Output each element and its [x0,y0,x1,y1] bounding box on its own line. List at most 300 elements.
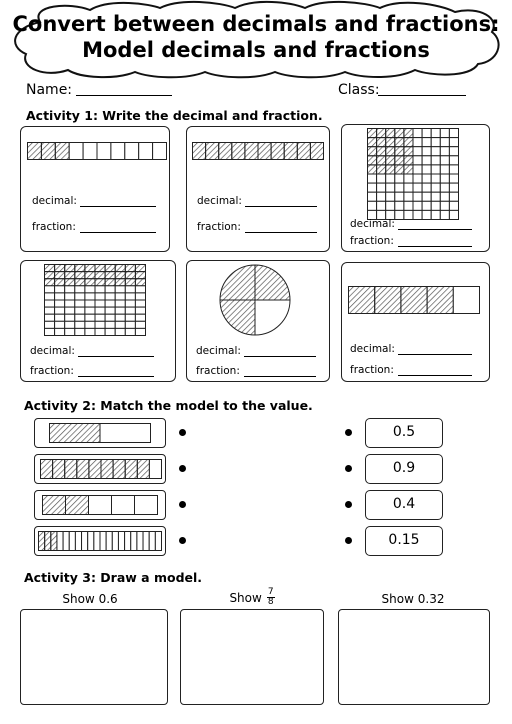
bar-part-shaded [427,287,453,314]
grid-cell-shaded [395,138,404,147]
grid-cell-shaded [395,156,404,165]
grid-cell [368,192,377,201]
a2-left-dot-4[interactable] [179,537,186,544]
grid-cell [404,183,413,192]
grid-cell [105,328,115,335]
a2-right-dot-4[interactable] [345,537,352,544]
grid-cell [386,192,395,201]
grid-cell [75,328,85,335]
grid-cell [413,147,422,156]
grid-cell [395,201,404,210]
a1-card1-fraction-label: fraction: [32,221,76,233]
grid-cell [431,201,440,210]
grid-cell [55,321,65,328]
a1-card2-fraction-label: fraction: [197,221,241,233]
grid-cell [404,210,413,219]
bar-part-shaded [28,143,42,160]
grid-cell [135,286,145,293]
a3-draw-box-2[interactable] [180,609,324,705]
grid-cell [377,174,386,183]
grid-cell [395,174,404,183]
a3-task-2-numerator: 7 [267,587,274,597]
a1-card6-fraction-line[interactable] [398,375,472,376]
grid-cell [431,138,440,147]
grid-cell [368,174,377,183]
bar-part [137,532,143,551]
grid-cell [75,300,85,307]
grid-cell [422,201,431,210]
bar-part-shaded [232,143,245,160]
grid-cell [65,300,75,307]
grid-cell [95,321,105,328]
grid-cell-shaded [65,272,75,279]
bar-part [83,143,97,160]
grid-cell [105,314,115,321]
grid-cell [413,210,422,219]
bar-part [75,532,81,551]
bar-part [89,496,112,515]
grid-cell-shaded [105,279,115,286]
grid-cell [449,165,458,174]
bar-part-shaded [50,424,101,443]
grid-cell [377,201,386,210]
grid-cell [115,307,125,314]
grid-cell [75,321,85,328]
grid-cell-shaded [75,265,85,272]
grid-cell [449,183,458,192]
a1-card6-fraction-label: fraction: [350,364,394,376]
bar-part-shaded [310,143,323,160]
circle-sector-shaded [220,300,255,335]
grid-cell [115,286,125,293]
grid-cell [386,201,395,210]
a2-value-box-4[interactable]: 0.15 [365,526,443,556]
grid-cell [55,307,65,314]
bar-part-shaded [113,460,125,479]
a2-right-dot-2[interactable] [345,465,352,472]
grid-cell-shaded [75,272,85,279]
grid-cell [440,156,449,165]
grid-cell [368,183,377,192]
grid-cell-shaded [85,272,95,279]
a2-model-bar-2 [40,459,162,479]
grid-cell [422,129,431,138]
grid-cell [65,314,75,321]
grid-cell [431,129,440,138]
bar-part-shaded [258,143,271,160]
grid-cell [440,201,449,210]
grid-cell-shaded [65,265,75,272]
bar-part [94,532,100,551]
grid-cell [386,183,395,192]
grid-cell [75,286,85,293]
grid-cell [135,300,145,307]
a1-card5-fraction-line[interactable] [244,376,316,377]
grid-cell [105,307,115,314]
grid-cell [413,165,422,174]
grid-cell [440,192,449,201]
a3-task-3-label [338,592,488,606]
circle-sector [255,300,290,335]
grid-cell [440,183,449,192]
grid-cell [413,138,422,147]
grid-cell [440,174,449,183]
grid-cell [413,201,422,210]
circle-sector-shaded [255,265,290,300]
grid-cell [449,147,458,156]
grid-cell [85,328,95,335]
bar-part-shaded [66,496,89,515]
bar-part-shaded [101,460,113,479]
grid-cell-shaded [55,279,65,286]
grid-cell [449,210,458,219]
grid-cell [95,328,105,335]
bar-part [112,532,118,551]
grid-cell [395,192,404,201]
class-label: Class: [338,82,380,98]
bar-part [135,496,158,515]
a3-draw-box-3[interactable] [338,609,490,705]
grid-cell-shaded [85,279,95,286]
a2-right-dot-3[interactable] [345,501,352,508]
grid-cell-shaded [404,129,413,138]
grid-cell [95,293,105,300]
grid-cell [431,165,440,174]
bar-part-shaded [39,532,45,551]
bar-part-shaded [349,287,375,314]
grid-cell [125,293,135,300]
circle-sector-shaded [220,265,255,300]
grid-cell [85,321,95,328]
bar-part [143,532,149,551]
grid-cell [431,192,440,201]
a1-card4-decimal-line[interactable] [78,356,154,357]
grid-cell [413,192,422,201]
a1-model-bar-2 [192,142,324,160]
grid-cell [95,307,105,314]
a1-model-grid-1 [367,128,459,220]
grid-cell-shaded [377,138,386,147]
grid-cell-shaded [377,165,386,174]
grid-cell [440,129,449,138]
a1-card4-decimal-label: decimal: [30,345,75,357]
a3-task-2-label [180,588,324,607]
bar-part [88,532,94,551]
a3-task-1-show: Show [62,592,95,606]
grid-cell-shaded [55,272,65,279]
grid-cell [75,307,85,314]
grid-cell [45,307,55,314]
grid-cell [431,183,440,192]
name-label: Name: [26,82,73,98]
grid-cell-shaded [395,147,404,156]
grid-cell-shaded [125,279,135,286]
a2-value-box-2[interactable]: 0.9 [365,454,443,484]
bar-part [149,532,155,551]
grid-cell [395,183,404,192]
grid-cell [115,321,125,328]
grid-cell [449,192,458,201]
a3-task-3-show: Show [381,592,414,606]
grid-cell-shaded [45,272,55,279]
bar-part-shaded [193,143,206,160]
grid-cell-shaded [368,129,377,138]
bar-part-shaded [53,460,65,479]
grid-cell [45,293,55,300]
grid-cell [45,314,55,321]
class-line[interactable] [378,95,466,96]
a3-task-2-show: Show [229,590,262,605]
grid-cell [115,314,125,321]
bar-part-shaded [89,460,101,479]
a1-card2-fraction-line[interactable] [245,232,317,233]
grid-cell [413,183,422,192]
a1-card4-fraction-label: fraction: [30,365,74,377]
grid-cell [45,321,55,328]
bar-part-shaded [219,143,232,160]
grid-cell [431,210,440,219]
grid-cell [65,293,75,300]
a1-model-grid-2 [44,264,146,336]
grid-cell-shaded [368,156,377,165]
grid-cell-shaded [55,265,65,272]
grid-cell [95,314,105,321]
grid-cell [413,129,422,138]
a3-task-2-denominator: 8 [267,597,274,607]
grid-cell [431,147,440,156]
a3-task-3-value: 0.32 [417,592,445,606]
bar-part [111,143,125,160]
grid-cell [449,201,458,210]
grid-cell [404,192,413,201]
grid-cell [413,174,422,183]
grid-cell [125,321,135,328]
activity1-heading: Activity 1: Write the decimal and fraction. [26,108,323,123]
grid-cell-shaded [377,129,386,138]
grid-cell-shaded [404,165,413,174]
a1-card3-fraction-line[interactable] [398,246,472,247]
a1-card5-decimal-line[interactable] [244,356,316,357]
bar-part-shaded [43,496,66,515]
page-title-line1: Convert between decimals and fractions: [12,12,500,36]
grid-cell [377,183,386,192]
grid-cell-shaded [386,147,395,156]
grid-cell-shaded [368,165,377,174]
grid-cell [422,165,431,174]
bar-part-shaded [206,143,219,160]
a2-left-dot-1[interactable] [179,429,186,436]
a2-model-bar-1 [49,423,151,443]
grid-cell-shaded [404,147,413,156]
grid-cell [45,300,55,307]
grid-cell-shaded [65,279,75,286]
grid-cell [85,307,95,314]
grid-cell [440,165,449,174]
grid-cell [431,174,440,183]
bar-part [69,532,75,551]
grid-cell [65,307,75,314]
a3-task-2-fraction [267,588,275,607]
grid-cell [422,156,431,165]
bar-part-shaded [51,532,57,551]
grid-cell [413,156,422,165]
grid-cell-shaded [135,265,145,272]
grid-cell [105,286,115,293]
grid-cell [440,138,449,147]
grid-cell [55,300,65,307]
a1-model-bar-3 [348,286,480,314]
a1-card1-fraction-line[interactable] [80,232,156,233]
grid-cell-shaded [115,272,125,279]
a1-card3-decimal-line[interactable] [398,229,472,230]
bar-part-shaded [41,143,55,160]
a2-value-box-1[interactable]: 0.5 [365,418,443,448]
a1-card3-decimal-label: decimal: [350,218,395,230]
bar-part-shaded [65,460,77,479]
grid-cell-shaded [377,147,386,156]
bar-part [57,532,63,551]
bar-part [69,143,83,160]
a1-card4-fraction-line[interactable] [78,376,154,377]
a2-right-dot-1[interactable] [345,429,352,436]
bar-part [153,143,167,160]
grid-cell [404,201,413,210]
a3-task-1-value: 0.6 [98,592,118,606]
grid-cell [65,328,75,335]
bar-part-shaded [77,460,89,479]
bar-part [125,143,139,160]
grid-cell [115,293,125,300]
a1-card6-decimal-line[interactable] [398,354,472,355]
bar-part-shaded [284,143,297,160]
a1-model-circle [219,264,291,336]
grid-cell-shaded [395,165,404,174]
bar-part [155,532,161,551]
grid-cell [395,210,404,219]
grid-cell [386,174,395,183]
a3-draw-box-1[interactable] [20,609,168,705]
grid-cell [422,147,431,156]
grid-cell [105,321,115,328]
grid-cell-shaded [386,138,395,147]
grid-cell [422,192,431,201]
bar-part [97,143,111,160]
grid-cell [449,174,458,183]
grid-cell [449,156,458,165]
a2-model-bar-3 [42,495,158,515]
a1-card6-decimal-label: decimal: [350,343,395,355]
grid-cell [135,307,145,314]
grid-cell [449,129,458,138]
grid-cell-shaded [404,138,413,147]
bar-part [100,532,106,551]
grid-cell [65,321,75,328]
grid-cell-shaded [135,272,145,279]
grid-cell-shaded [368,147,377,156]
bar-part-shaded [45,532,51,551]
grid-cell [422,183,431,192]
grid-cell [115,328,125,335]
name-line[interactable] [76,95,172,96]
grid-cell-shaded [105,265,115,272]
grid-cell-shaded [125,272,135,279]
grid-cell [85,300,95,307]
a2-left-dot-2[interactable] [179,465,186,472]
grid-cell [368,201,377,210]
grid-cell-shaded [125,265,135,272]
bar-part [112,496,135,515]
grid-cell [135,293,145,300]
a1-card1-decimal-label: decimal: [32,195,77,207]
a2-model-bar-4 [38,531,162,551]
grid-cell-shaded [386,129,395,138]
bar-part-shaded [375,287,401,314]
grid-cell [85,293,95,300]
grid-cell [431,156,440,165]
grid-cell [45,286,55,293]
grid-cell [105,293,115,300]
a1-card5-decimal-label: decimal: [196,345,241,357]
grid-cell [449,138,458,147]
grid-cell-shaded [368,138,377,147]
grid-cell [440,147,449,156]
bar-part [63,532,69,551]
grid-cell-shaded [75,279,85,286]
bar-part-shaded [41,460,53,479]
bar-part [125,532,131,551]
bar-part-shaded [245,143,258,160]
grid-cell [135,321,145,328]
grid-cell [125,307,135,314]
grid-cell [55,293,65,300]
grid-cell [45,328,55,335]
a2-value-box-3[interactable]: 0.4 [365,490,443,520]
grid-cell-shaded [395,129,404,138]
grid-cell-shaded [95,272,105,279]
grid-cell [125,314,135,321]
grid-cell [125,300,135,307]
grid-cell [65,286,75,293]
bar-part-shaded [125,460,137,479]
bar-part-shaded [401,287,427,314]
grid-cell [115,300,125,307]
grid-cell [105,300,115,307]
grid-cell-shaded [45,279,55,286]
grid-cell [422,138,431,147]
a3-task-1-label [20,592,160,606]
a1-card5-fraction-label: fraction: [196,365,240,377]
grid-cell [377,192,386,201]
grid-cell-shaded [85,265,95,272]
grid-cell [75,314,85,321]
grid-cell [85,314,95,321]
a2-left-dot-3[interactable] [179,501,186,508]
a1-card3-fraction-label: fraction: [350,235,394,247]
grid-cell [55,328,65,335]
grid-cell [95,300,105,307]
bar-part [139,143,153,160]
grid-cell [55,286,65,293]
grid-cell-shaded [95,279,105,286]
a1-card2-decimal-line[interactable] [245,206,317,207]
bar-part [106,532,112,551]
bar-part [82,532,88,551]
a1-card1-decimal-line[interactable] [80,206,156,207]
grid-cell [125,286,135,293]
page-title-line2: Model decimals and fractions [82,38,430,62]
bar-part-shaded [297,143,310,160]
grid-cell [125,328,135,335]
